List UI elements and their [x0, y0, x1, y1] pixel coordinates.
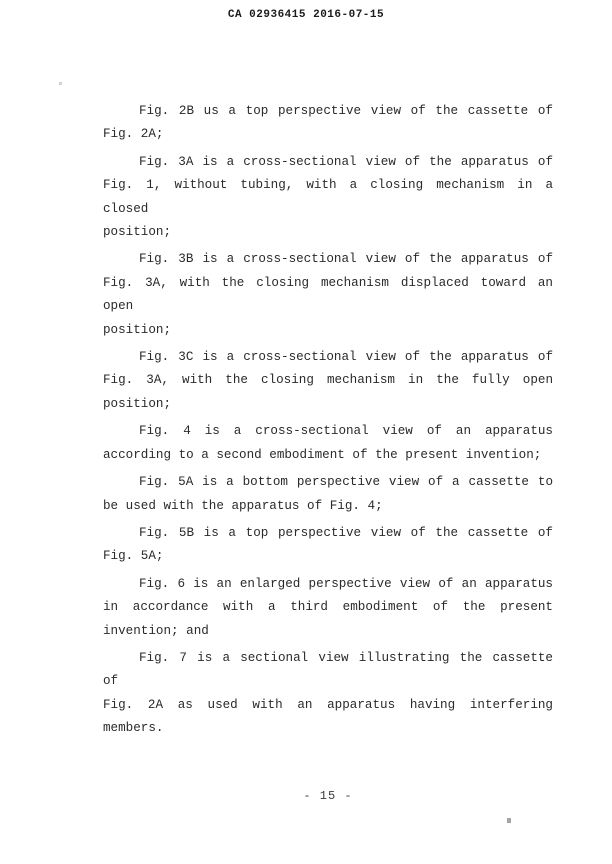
figure-description-paragraph [103, 647, 561, 741]
figure-description-paragraph [103, 346, 553, 416]
text-line: according to a second embodiment of the present invention; [103, 447, 542, 462]
text-line: Fig. 7 is a sectional view illustrating the cassette of [103, 650, 561, 689]
text-line: Fig. 2A; [103, 127, 164, 142]
text-line: Fig. 5B is a top perspective view of the cassette of [139, 525, 553, 540]
document-body [103, 100, 561, 745]
text-line: position; [103, 396, 172, 411]
figure-description-paragraph [103, 522, 553, 569]
text-line: position; [103, 322, 172, 337]
patent-publication-header: CA 02936415 2016-07-15 [227, 9, 385, 21]
scan-artifact-speck [507, 818, 511, 823]
figure-description-paragraph [103, 573, 553, 643]
text-line: Fig. 3A, with the closing mechanism displaced toward an open [103, 275, 561, 314]
text-line: position; [103, 225, 172, 240]
text-line: invention; and [103, 623, 209, 638]
text-line: Fig. 5A; [103, 549, 164, 564]
text-line: Fig. 3C is a cross-sectional view of the apparatus of [139, 350, 553, 365]
figure-description-paragraph [103, 248, 561, 342]
text-line: in accordance with a third embodiment of the present [103, 600, 553, 615]
figure-description-paragraph [103, 100, 553, 147]
text-line: Fig. 5A is a bottom perspective view of a cassette to [139, 475, 553, 490]
text-line: be used with the apparatus of Fig. 4; [103, 498, 383, 513]
text-line: Fig. 3A, with the closing mechanism in the fully open [103, 373, 553, 388]
text-line: Fig. 2B us a top perspective view of the cassette of [139, 104, 553, 118]
text-line: Fig. 4 is a cross-sectional view of an apparatus [139, 424, 553, 439]
page-number: - 15 - [303, 789, 353, 803]
figure-description-paragraph [103, 420, 553, 467]
text-line: Fig. 3B is a cross-sectional view of the apparatus of [139, 252, 553, 267]
text-line: Fig. 6 is an enlarged perspective view of an apparatus [139, 576, 553, 591]
scan-artifact-speck [59, 82, 62, 85]
figure-description-paragraph [103, 151, 561, 245]
figure-description-paragraph [103, 471, 553, 518]
text-line: members. [103, 721, 164, 736]
text-line: Fig. 1, without tubing, with a closing mechanism in a closed [103, 178, 561, 216]
text-line: Fig. 2A as used with an apparatus having interfering [103, 697, 553, 712]
text-line: Fig. 3A is a cross-sectional view of the apparatus of [139, 154, 553, 169]
